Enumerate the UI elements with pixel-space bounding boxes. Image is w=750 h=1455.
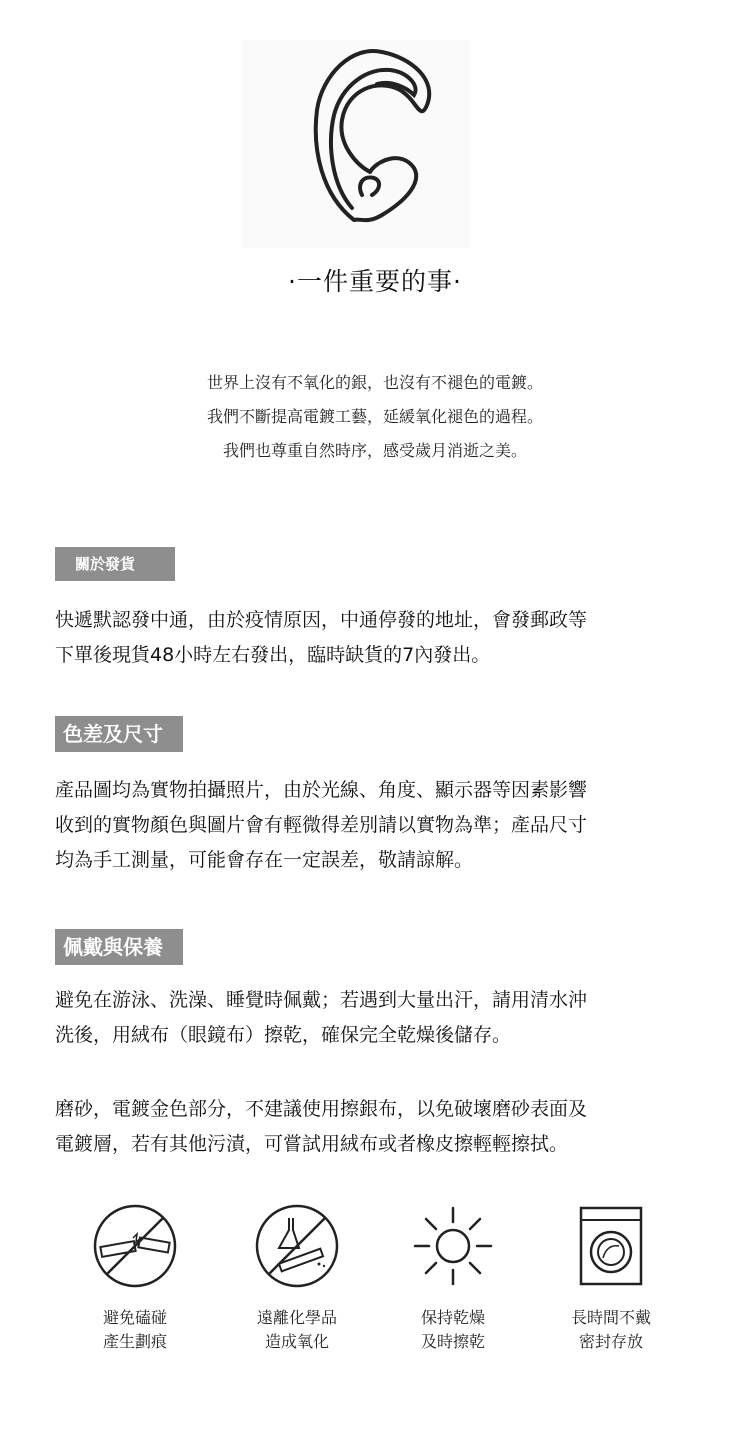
care-label-line: 密封存放 <box>578 1332 643 1351</box>
care-label-line: 避免磕碰 <box>102 1308 167 1327</box>
care-line: 磨砂，電鍍金色部分，不建議使用擦銀布，以免破壞磨砂表面及 <box>55 1098 588 1120</box>
care-item-keep-dry <box>398 1198 508 1354</box>
color-size-line: 收到的實物顏色與圖片會有輕微得差別請以實物為準；產品尺寸 <box>55 814 588 836</box>
care-item-no-scratch <box>80 1198 190 1354</box>
care-label-line: 保持乾燥 <box>420 1308 485 1327</box>
care-line: 洗後，用絨布（眼鏡布）擦乾，確保完全乾燥後儲存。 <box>55 1024 512 1046</box>
shipping-line: 快遞默認發中通，由於疫情原因，中通停發的地址，會發郵政等 <box>55 609 588 631</box>
page-heading: ·一件重要的事· <box>288 267 462 296</box>
care-section-title: 佩戴與保養 <box>55 929 183 965</box>
care-label-line: 遠離化學品 <box>256 1308 337 1327</box>
care-label-line: 造成氧化 <box>264 1332 329 1351</box>
no-chemical-icon <box>249 1198 345 1294</box>
care-text-2 <box>55 1092 715 1162</box>
intro-line: 世界上沒有不氧化的銀，也沒有不褪色的電鍍。 <box>206 373 543 392</box>
no-scratch-icon <box>87 1198 183 1294</box>
care-label-line: 及時擦乾 <box>420 1332 485 1351</box>
ear-cuff-illustration <box>242 40 470 248</box>
color-size-section-title: 色差及尺寸 <box>55 716 183 752</box>
care-text-1 <box>55 983 715 1053</box>
ear-cuff-icon <box>242 40 470 248</box>
intro-line: 我們不斷提高電鍍工藝，延緩氧化褪色的過程。 <box>206 407 543 426</box>
color-size-line: 均為手工測量，可能會存在一定誤差，敬請諒解。 <box>55 849 474 871</box>
shipping-section-title: 關於發貨 <box>55 547 175 581</box>
care-line: 電鍍層，若有其他污漬，可嘗試用絨布或者橡皮擦輕輕擦拭。 <box>55 1133 569 1155</box>
care-item-no-chemical <box>242 1198 352 1354</box>
intro-text <box>0 366 750 468</box>
shipping-text <box>55 603 715 673</box>
care-item-sealed-storage <box>556 1198 666 1354</box>
intro-line: 我們也尊重自然時序，感受歲月消逝之美。 <box>222 441 527 460</box>
care-label-line: 產生劃痕 <box>102 1332 167 1351</box>
sealed-storage-icon <box>563 1198 659 1294</box>
care-label-line: 長時間不戴 <box>570 1308 651 1327</box>
shipping-line: 下單後現貨48小時左右發出，臨時缺貨的7內發出。 <box>55 644 491 666</box>
color-size-line: 產品圖均為實物拍攝照片，由於光線、角度、顯示器等因素影響 <box>55 779 588 801</box>
color-size-text <box>55 773 715 878</box>
sun-dry-icon <box>405 1198 501 1294</box>
care-line: 避免在游泳、洗澡、睡覺時佩戴；若遇到大量出汗，請用清水沖 <box>55 989 588 1011</box>
